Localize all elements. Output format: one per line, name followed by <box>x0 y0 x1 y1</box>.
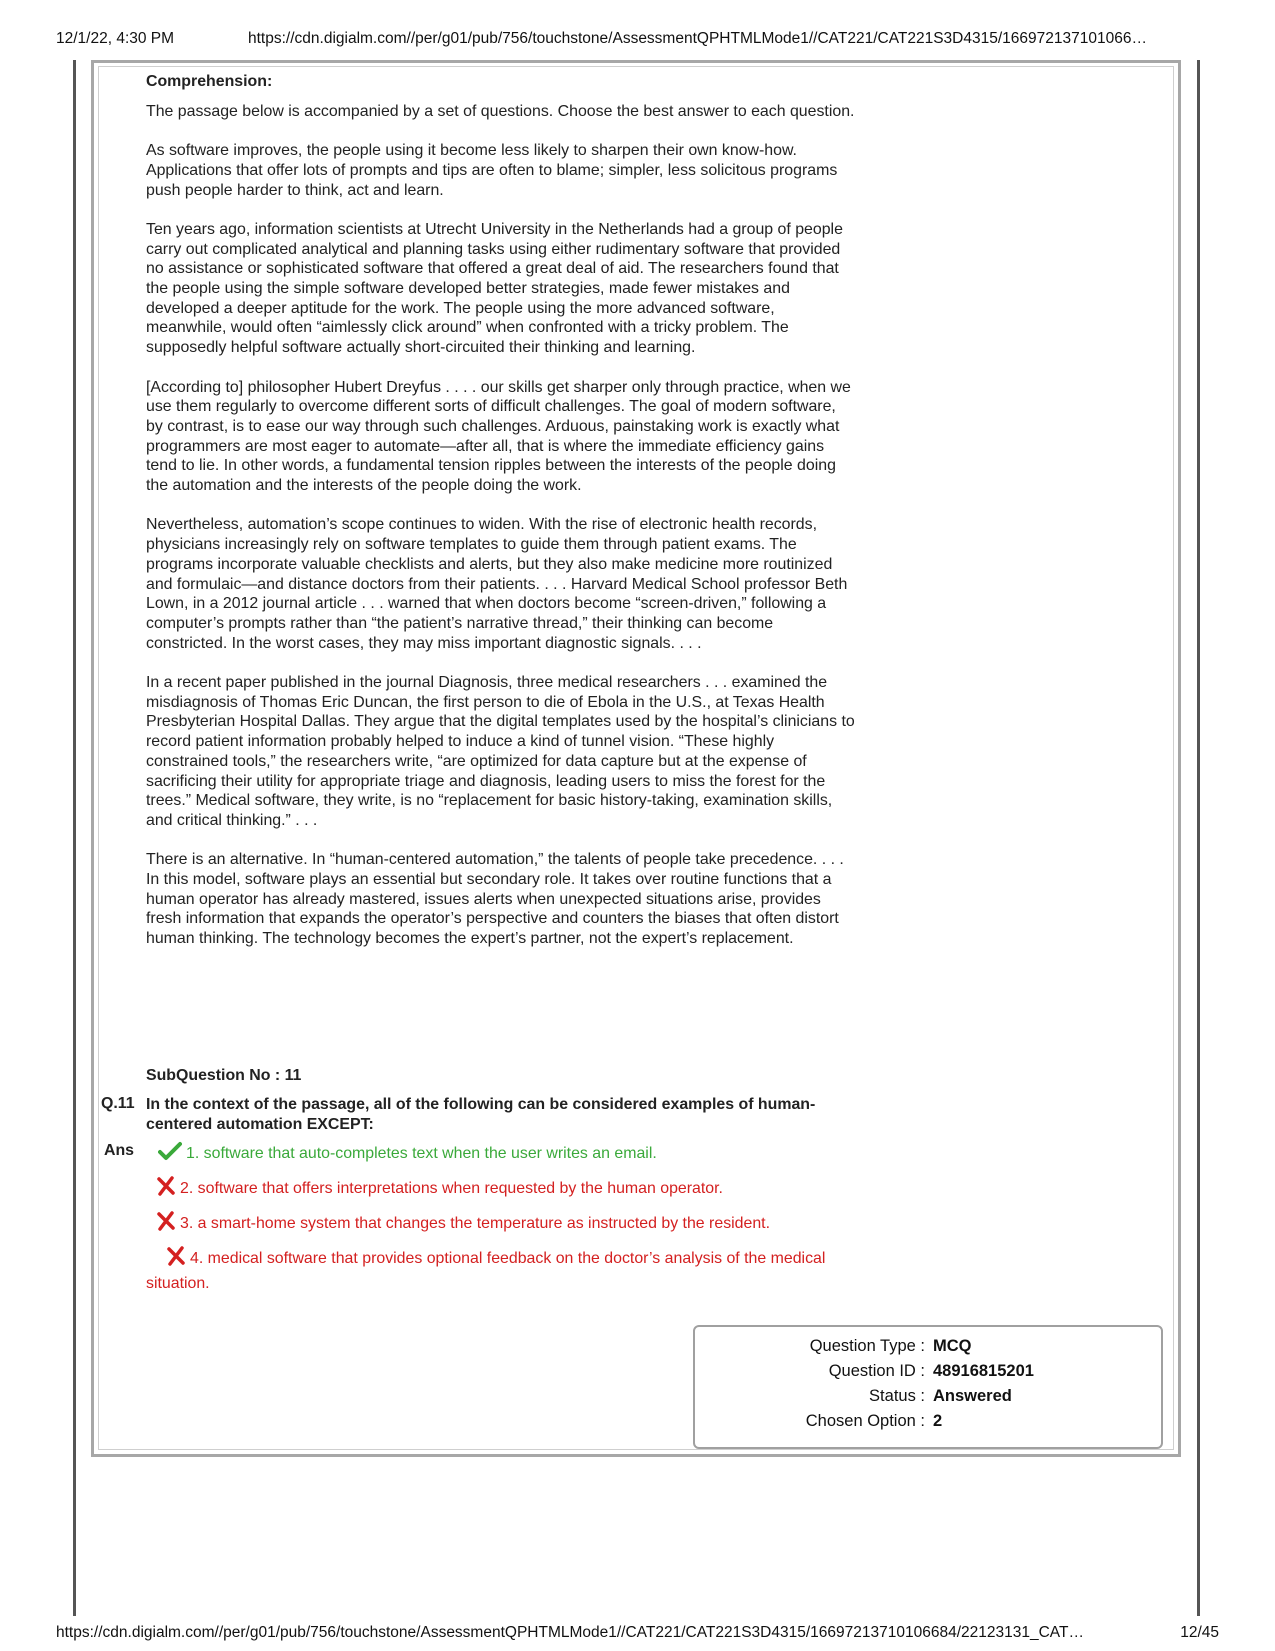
print-footer <box>56 1624 1219 1646</box>
info-value: 2 <box>933 1412 943 1430</box>
answer-option-1[interactable] <box>158 1141 657 1168</box>
info-row-question-id <box>695 1362 1161 1387</box>
info-key: Status : <box>869 1387 925 1405</box>
info-value: MCQ <box>933 1337 972 1355</box>
check-icon <box>158 1141 182 1168</box>
question-number: Q.11 <box>101 1095 135 1112</box>
passage-paragraph: [According to] philosopher Hubert Dreyfus . . . . our skills get sharper only through practice, when we use them regularly to overcome different sorts of difficult challenges. The goal of modern software, by contrast, is to ease our way through such challenges. Arduous, painstaking work is exactly what programmers are most eager to automate—after all, that is where the immediate efficiency gains tend to lie. In other words, a fundamental tension ripples between the interests of the people doing the automation and the interests of the people doing the work. <box>146 378 851 495</box>
question-info-box <box>693 1325 1163 1449</box>
info-row-chosen-option <box>695 1412 1161 1437</box>
print-header <box>56 30 1215 52</box>
cross-icon <box>156 1176 176 1203</box>
cross-icon <box>156 1246 186 1273</box>
passage-paragraph: There is an alternative. In “human-centered automation,” the talents of people take precedence. . . . In this model, software plays an essential but secondary role. It takes over routine functions that a human operator has already mastered, issues alerts when unexpected situations arise, provides fresh information that expands the operator’s perspective and counters the biases that often distort human thinking. The technology becomes the expert’s partner, not the expert’s replacement. <box>146 851 844 948</box>
info-value: Answered <box>933 1387 1012 1405</box>
print-url[interactable]: https://cdn.digialm.com//per/g01/pub/756/touchstone/AssessmentQPHTMLMode1//CAT221/CAT221S3D4315/166972137101066… <box>248 30 1147 47</box>
info-key: Chosen Option : <box>805 1412 925 1430</box>
comprehension-passage <box>146 72 856 969</box>
answer-option-2[interactable] <box>156 1176 723 1203</box>
passage-paragraph: Nevertheless, automation’s scope continues to widen. With the rise of electronic health records, physicians increasingly rely on software templates to guide them through patient exams. The programs incorporate valuable checklists and alerts, but they also make medicine more routinized and formulaic—and distance doctors from their patients. . . . Harvard Medical School professor Beth Lown, in a 2012 journal article . . . warned that when doctors become “screen-driven,” following a computer’s prompts rather than “the patient’s narrative thread,” their thinking can become constricted. In the worst cases, they may miss important diagnostic signals. . . . <box>146 516 848 652</box>
answer-option-text: 2. software that offers interpretations when requested by the human operator. <box>180 1180 723 1197</box>
comprehension-heading: Comprehension: <box>146 73 273 90</box>
answer-option-text: 1. software that auto-completes text when the user writes an email. <box>186 1145 657 1162</box>
passage-paragraph: Ten years ago, information scientists at Utrecht University in the Netherlands had a group of people carry out complicated analytical and planning tasks using either rudimentary software that provided no assistance or sophisticated software that offered a great deal of aid. The researchers found that the people using the simple software developed better strategies, made fewer mistakes and developed a deeper aptitude for the work. The people using the more advanced software, meanwhile, would often “aimlessly click around” when confronted with a tricky problem. The supposedly helpful software actually short-circuited their thinking and learning. <box>146 220 843 357</box>
passage-paragraph: In a recent paper published in the journal Diagnosis, three medical researchers . . . examined the misdiagnosis of Thomas Eric Duncan, the first person to die of Ebola in the U.S., at Texas Health Presbyterian Hospital Dallas. They argue that the digital templates used by the hospital’s clinicians to record patient information probably helped to induce a kind of tunnel vision. “These highly constrained tools,” the researchers write, “are optimized for data capture but at the expense of sacrificing their utility for appropriate triage and diagnosis, leading users to miss the forest for the trees.” Medical software, they write, is no “replacement for basic history-taking, examination skills, and critical thinking.” . . . <box>146 674 855 829</box>
footer-url[interactable]: https://cdn.digialm.com//per/g01/pub/756/touchstone/AssessmentQPHTMLMode1//CAT221/CAT221S3D4315/16697213710106684/22123131_CAT… <box>56 1624 1084 1641</box>
answer-option-text: 4. medical software that provides optional feedback on the doctor’s analysis of the medical situation. <box>146 1250 826 1292</box>
question-text: In the context of the passage, all of the following can be considered examples of human-centered automation EXCEPT: <box>146 1096 816 1133</box>
page-number: 12/45 <box>1180 1624 1219 1641</box>
answer-option-text: 3. a smart-home system that changes the temperature as instructed by the resident. <box>180 1215 771 1232</box>
passage-paragraph: As software improves, the people using it become less likely to sharpen their own know-how. Applications that offer lots of prompts and tips are often to blame; simpler, less solicitous programs push people harder to think, act and learn. <box>146 142 838 199</box>
page-rule-right <box>1197 60 1200 1616</box>
info-row-question-type <box>695 1337 1161 1362</box>
comprehension-intro: The passage below is accompanied by a set of questions. Choose the best answer to each question. <box>146 102 855 120</box>
print-date: 12/1/22, 4:30 PM <box>56 30 175 47</box>
info-row-status <box>695 1387 1161 1412</box>
page-rule-left <box>73 60 76 1616</box>
subquestion-label: SubQuestion No : 11 <box>146 1067 302 1084</box>
answer-label: Ans <box>104 1142 135 1159</box>
info-key: Question ID : <box>828 1362 925 1380</box>
info-value: 48916815201 <box>933 1362 1034 1380</box>
info-key: Question Type : <box>809 1337 925 1355</box>
cross-icon <box>156 1211 176 1238</box>
answer-option-4[interactable] <box>146 1246 846 1295</box>
answer-option-3[interactable] <box>156 1211 770 1238</box>
